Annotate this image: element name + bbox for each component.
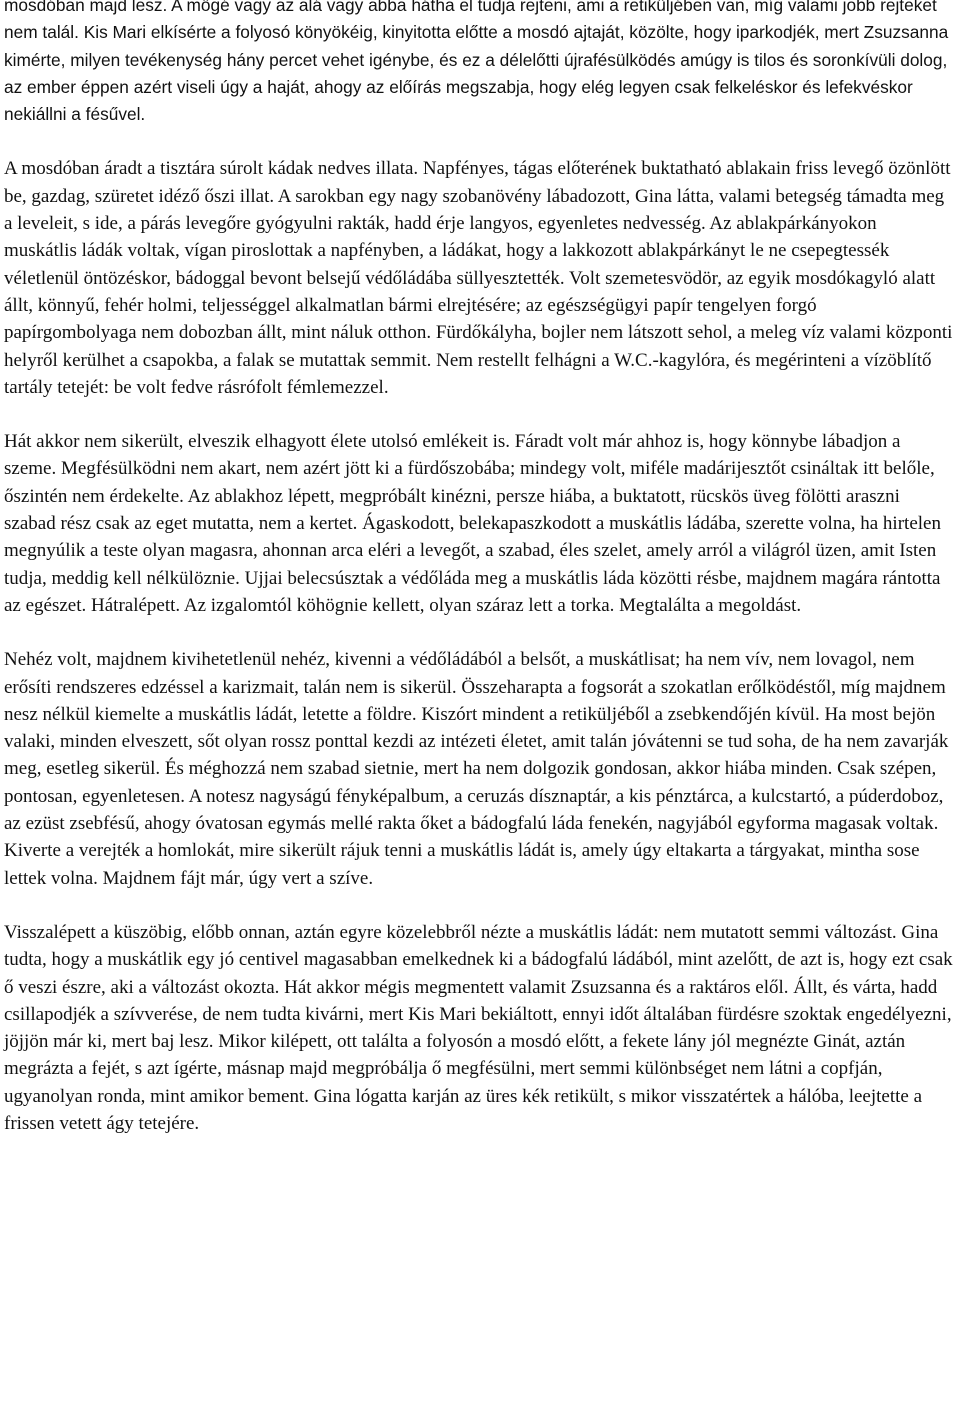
paragraph-4: Nehéz volt, majdnem kivihetetlenül nehéz, kivenni a védőládából a belsőt, a muskátlisat; ha nem vív, nem lovagol, nem erősíti rendszeres edzéssel a karizmait, talán nem is sikerül. Összeharapta a fogsorát a szokatlan erőlködéstől, míg majdnem nesz nélkül kiemelte a muskátlis ládát, letette a földre. Kiszórt mindent a retiküljéből a zsebkendőjén kívül. Ha most bejön valaki, minden elveszett, sőt olyan rossz ponttal kezdi az intézeti életet, amit talán jóvátenni se tud soha, de ha nem zavarják meg, esetleg sikerül. És méghozzá nem szabad sietnie, mert ha nem dolgozik gondosan, akkor hiába minden. Csak szépen, pontosan, egyenletesen. A notesz nagyságú fényképalbum, a ceruzás dísznaptár, a kis pénztárca, a kulcstartó, a púderdoboz, az ezüst zsebfésű, ahogy óvatosan egymás mellé rakta őket a bádogfalú láda fenekén, nagyjából egyforma magasak voltak. Kiverte a verejték a homlokát, mire sikerült rájuk tenni a muskátlis ládát is, amely úgy eltakarta a tárgyakat, mintha sose lettek volna. Majdnem fájt már, úgy vert a szíve. (4, 649, 949, 889)
paragraph-1 (4, 0, 954, 128)
paragraph-1-text: mosdóban majd lesz. A mögé vagy az alá vagy abba hátha el tudja rejteni, ami a retiküljében van, míg valami jobb rejteket nem talál. Kis Mari elkísérte a folyosó könyökéig, kinyitotta előtte a mosdó ajtaját, közölte, hogy iparkodjék, mert Zsuzsanna kimérte, milyen tevékenység hány percet vehet igénybe, és ez a délelőtti újrafésülködés amúgy is tilos és soronkívüli dolog, az ember éppen azért viseli úgy a haját, ahogy az előírás megszabja, hogy elég legyen csak felkeléskor és lefekvéskor nekiállni a fésűvel. (4, 0, 949, 125)
paragraph-3: Hát akkor nem sikerült, elveszik elhagyott élete utolsó emlékeit is. Fáradt volt már ahhoz is, hogy könnybe lábadjon a szeme. Megfésülködni nem akart, nem azért jött ki a fürdőszobába; mindegy volt, miféle madárijesztőt csináltak itt belőle, őszintén nem érdekelte. Az ablakhoz lépett, megpróbált kinézni, persze hiába, a buktatott, rücskös üveg fölötti araszni szabad rész csak az eget mutatta, nem a kertet. Ágaskodott, belekapaszkodott a muskátlis ládába, szerette volna, ha hirtelen megnyúlik a teste olyan magasra, ahonnan arca eléri a levegőt, a szabad, éles szelet, amely arról a világról üzen, amit Isten tudja, meddig kell nélkülöznie. Ujjai belecsúsztak a védőláda meg a muskátlis láda közötti résbe, majdnem magára rántotta az egészet. Hátralépett. Az izgalomtól köhögnie kellett, olyan száraz lett a torka. Megtalálta a megoldást. (4, 431, 941, 616)
paragraph-5: Visszalépett a küszöbig, előbb onnan, aztán egyre közelebbről nézte a muskátlis ládát: nem mutatott semmi változást. Gina tudta, hogy a muskátlik egy jó centivel magasabban emelkednek ki a bádogfalú ládából, mint azelőtt, de azt is, hogy ezt csak ő veszi észre, aki a változást okozta. Hát akkor mégis megmentett valamit Zsuzsanna és a raktáros elől. Állt, és várta, hadd csillapodjék a szívverése, de nem tudta kivárni, mert Kis Mari bekiáltott, ennyi időt általában fürdésre szoktak engedélyezni, jöjjön már ki, mert baj lesz. Mikor kilépett, ott találta a folyosón a mosdó előtt, a fekete lány jól megnézte Ginát, aztán megrázta a fejét, s azt ígérte, másnap majd megpróbálja ő megfésülni, mert semmi különbséget nem látni a copfján, ugyanolyan ronda, mint amikor bement. Gina lógatta karján az üres kék retikült, s mikor visszatértek a hálóba, leejtette a frissen vetett ágy tetejére. (4, 921, 953, 1134)
paragraph-gap (4, 401, 954, 428)
paragraph-gap (4, 892, 954, 919)
paragraph-gap (4, 128, 954, 155)
paragraph-2: A mosdóban áradt a tisztára súrolt kádak nedves illata. Napfényes, tágas előterének buktatható ablakain friss levegő özönlött be, gazdag, szüretet idéző őszi illat. A sarokban egy nagy szobanövény lábadozott, Gina látta, valami betegség támadta meg a leveleit, s ide, a párás levegőre gyógyulni rakták, hadd érje langyos, egyenletes nedvesség. Az ablakpárkányokon muskátlis ládák voltak, vígan piroslottak a napfényben, a ládákat, hogy a lakkozott ablakpárkányt le ne csepegtessék véletlenül öntözéskor, bádoggal bevont belsejű védőládába süllyesztették. Volt szemetesvödör, az egyik mosdókagyló alatt állt, könnyű, fehér holmi, teljességgel alkalmatlan bármi elrejtésére; az egészségügyi papír tengelyen forgó papírgombolyaga nem dobozban állt, mint náluk otthon. Fürdőkályha, bojler nem látszott sehol, a meleg víz valami központi helyről kerülhet a csapokba, a falak se mutattak semmit. Nem restellt felhágni a W.C.-kagylóra, és megérinteni a vízöblítő tartály tetejét: be volt fedve rásrófolt fémlemezzel. (4, 158, 953, 398)
paragraph-gap (4, 619, 954, 646)
